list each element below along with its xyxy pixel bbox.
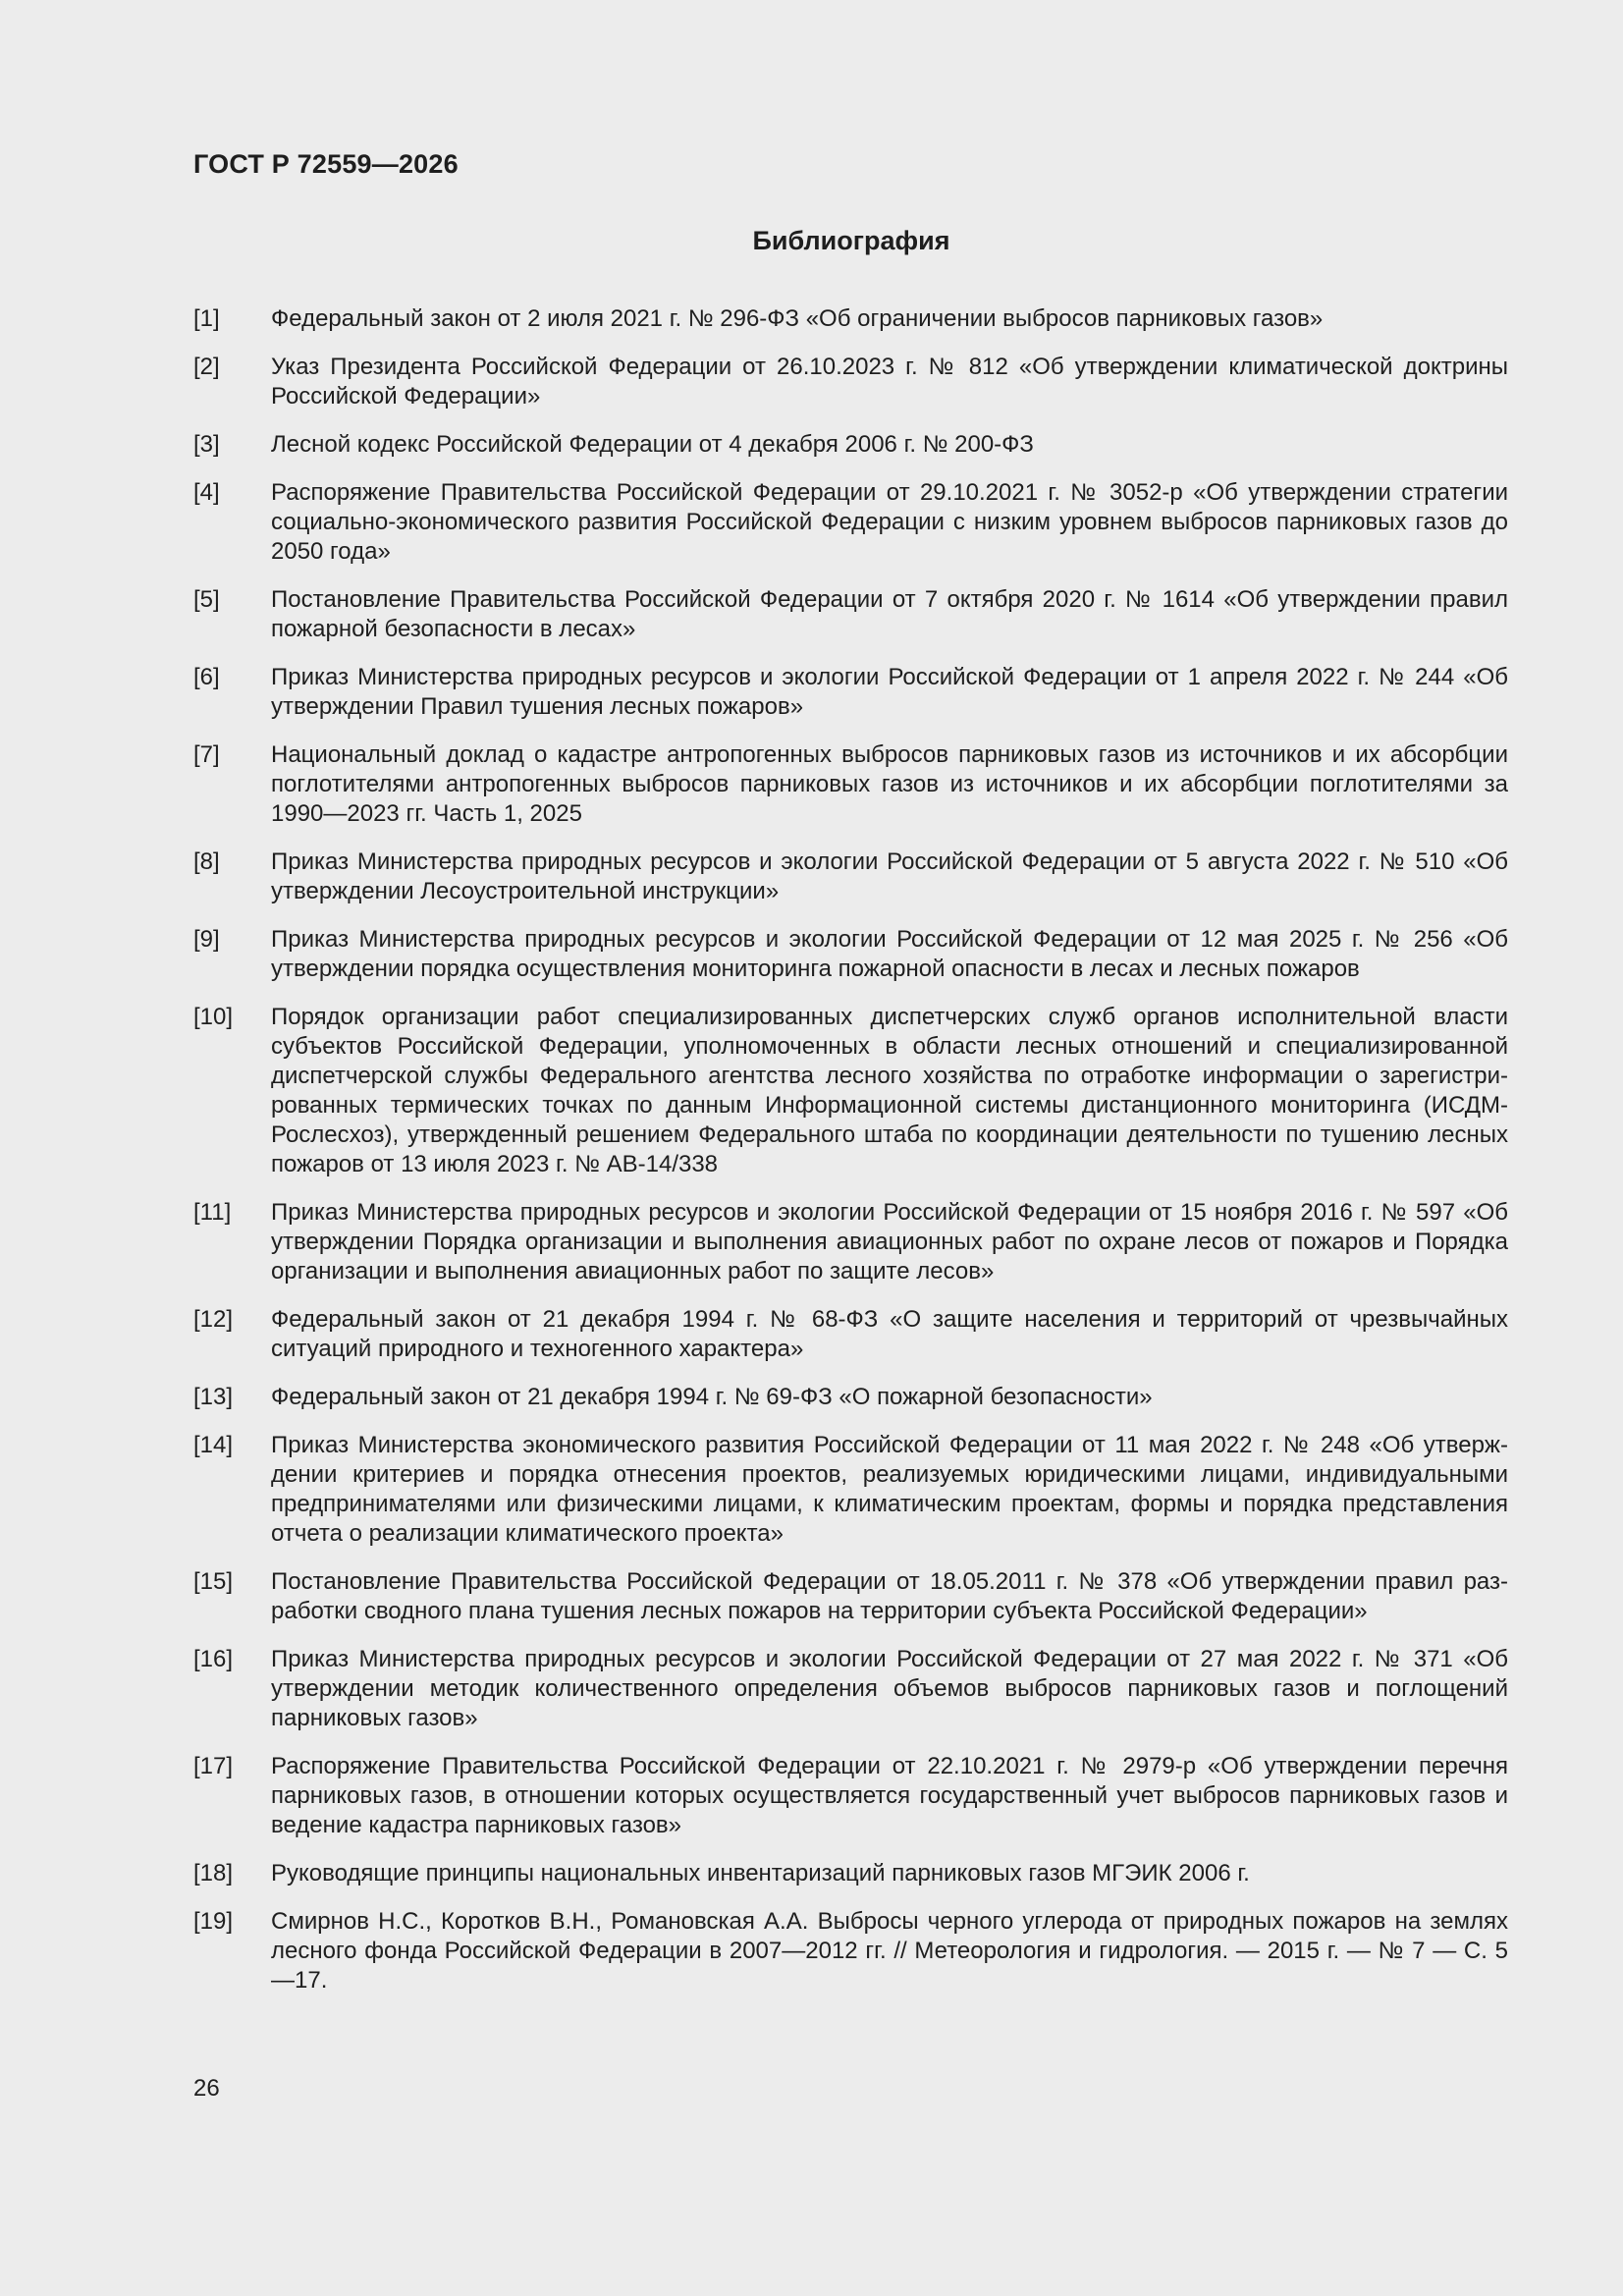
bibliography-entry-number: [10] [193, 1004, 234, 1030]
bibliography-entry [193, 1907, 1508, 1995]
bibliography-entry-number: [17] [193, 1753, 234, 1779]
bibliography-entry [193, 1431, 1508, 1549]
bibliography-entry [193, 1383, 1508, 1412]
bibliography-entry [193, 430, 1508, 460]
bibliography-entry [193, 663, 1508, 722]
bibliography-entry [193, 353, 1508, 411]
bibliography-entry-number: [15] [193, 1568, 234, 1595]
bibliography-entry-number: [9] [193, 926, 220, 953]
bibliography-entry-number: [12] [193, 1306, 234, 1333]
bibliography-entry-number: [1] [193, 305, 220, 332]
bibliography-entry [193, 1859, 1508, 1888]
bibliography-entry-number: [4] [193, 479, 220, 506]
bibliography-entry [193, 1645, 1508, 1733]
bibliography-entry [193, 847, 1508, 906]
bibliography-entry-text: Приказ Министерства природных ресурсов и экологии Российской Федерации от 27 мая 2022 г. № 371 «Об утверждении методик количественного определения объемов выбросов парниковых газов и поглощений парниковых газов» [271, 1646, 1508, 1731]
bibliography-entry [193, 925, 1508, 984]
bibliography-entry [193, 478, 1508, 567]
bibliography-entry-text: Смирнов Н.С., Коротков В.Н., Романовская А.А. Выбросы черного углерода от природных пожаров на землях лесного фонда Российской Федерации в 2007—2012 гг. // Метеорология и гидрология. — 2015 г. — № 7 — С. 5—17. [271, 1908, 1508, 1994]
bibliography-entry-text: Лесной кодекс Российской Федерации от 4 декабря 2006 г. № 200-ФЗ [271, 431, 1034, 458]
bibliography-entry [193, 1567, 1508, 1626]
bibliography-entry-number: [11] [193, 1199, 232, 1226]
bibliography-entry-text: Постановление Правительства Российской Федерации от 18.05.2011 г. № 378 «Об утверждении правил разработки сводного плана тушения лесных пожаров на территории субъекта Российской Федерации» [271, 1568, 1508, 1624]
bibliography-entry [193, 740, 1508, 829]
bibliography-entry [193, 304, 1508, 334]
bibliography-entry-text: Указ Президента Российской Федерации от 26.10.2023 г. № 812 «Об утверждении климатической доктрины Российской Федерации» [271, 354, 1508, 410]
bibliography-entry-number: [7] [193, 741, 220, 768]
bibliography-entry-number: [6] [193, 664, 220, 690]
bibliography-entry-text: Руководящие принципы национальных инвентаризаций парниковых газов МГЭИК 2006 г. [271, 1860, 1250, 1886]
bibliography-entry-text: Федеральный закон от 21 декабря 1994 г. № 68-ФЗ «О защите населения и территорий от чрезвычайных ситуаций природного и техногенного характера» [271, 1306, 1508, 1362]
bibliography-entry-text: Порядок организации работ специализированных диспетчерских служб органов исполнительной власти субъектов Российской Федерации, уполномоченных в области лесных отношений и специализированной диспетчерской службы Федерального агентства лесного хозяйства по отработке информации о зарегистрированных термических точках по данным Информационной системы дистанционного мониторинга (ИСДМ-Рослесхоз), утвержденный решением Федерального штаба по координации деятельности по тушению лесных пожаров от 13 июля 2023 г. № АВ-14/338 [271, 1004, 1508, 1177]
bibliography-entry-text: Федеральный закон от 2 июля 2021 г. № 296-ФЗ «Об ограничении выбросов парниковых газов» [271, 305, 1324, 332]
bibliography-entry-text: Распоряжение Правительства Российской Федерации от 29.10.2021 г. № 3052-р «Об утверждении стратегии социально-экономического развития Российской Федерации с низким уровнем выбросов парниковых газов до 2050 года» [271, 479, 1508, 565]
page-number: 26 [193, 2075, 220, 2102]
bibliography-entry-number: [2] [193, 354, 220, 380]
bibliography-entry-number: [8] [193, 848, 220, 875]
bibliography-entry-text: Национальный доклад о кадастре антропогенных выбросов парниковых газов из источников и их абсорбции поглотителями антропогенных выбросов парниковых газов из источников и их абсорбции поглотителями за 1990—2023 гг. Часть 1, 2025 [271, 741, 1508, 827]
section-title: Библиография [752, 226, 950, 255]
bibliography-list [193, 304, 1508, 2014]
bibliography-entry-number: [13] [193, 1384, 234, 1410]
bibliography-entry-number: [3] [193, 431, 220, 458]
bibliography-entry-number: [18] [193, 1860, 234, 1886]
bibliography-entry-text: Постановление Правительства Российской Федерации от 7 октября 2020 г. № 1614 «Об утверждении правил пожарной безопасности в лесах» [271, 586, 1508, 642]
bibliography-entry-text: Приказ Министерства природных ресурсов и экологии Российской Федерации от 12 мая 2025 г. № 256 «Об утверждении порядка осуществления мониторинга пожарной опасности в лесах и лесных пожаров [271, 926, 1508, 982]
bibliography-entry-text: Приказ Министерства природных ресурсов и экологии Российской Федерации от 1 апреля 2022 г. № 244 «Об утверждении Правил тушения лесных пожаров» [271, 664, 1508, 720]
bibliography-entry [193, 1003, 1508, 1179]
bibliography-entry-text: Приказ Министерства природных ресурсов и экологии Российской Федерации от 5 августа 2022 г. № 510 «Об утверждении Лесоустроительной инструкции» [271, 848, 1508, 904]
bibliography-entry-number: [16] [193, 1646, 234, 1672]
bibliography-entry-text: Приказ Министерства природных ресурсов и экологии Российской Федерации от 15 ноября 2016 г. № 597 «Об утверждении Порядка организации и выполнения авиационных работ по охране лесов от пожаров и Порядка организации и выполнения авиационных работ по защите лесов» [271, 1199, 1508, 1285]
bibliography-entry [193, 1198, 1508, 1286]
bibliography-entry [193, 585, 1508, 644]
bibliography-entry-number: [5] [193, 586, 220, 613]
bibliography-entry-number: [19] [193, 1908, 234, 1935]
bibliography-entry [193, 1752, 1508, 1840]
bibliography-entry-text: Приказ Министерства экономического развития Российской Федерации от 11 мая 2022 г. № 248 «Об утверждении критериев и порядка отнесения проектов, реализуемых юридическими лицами, индивидуальными предпринимателями или физическими лицами, к климатическим проектам, формы и порядка представления отчета о реализации климатического проекта» [271, 1432, 1508, 1547]
document-header-title: ГОСТ Р 72559—2026 [193, 149, 459, 179]
bibliography-entry-text: Распоряжение Правительства Российской Федерации от 22.10.2021 г. № 2979-р «Об утверждении перечня парниковых газов, в отношении которых осуществляется государственный учет выбросов парниковых газов и ведение кадастра парниковых газов» [271, 1753, 1508, 1838]
bibliography-entry [193, 1305, 1508, 1364]
bibliography-entry-number: [14] [193, 1432, 234, 1458]
bibliography-entry-text: Федеральный закон от 21 декабря 1994 г. № 69-ФЗ «О пожарной безопасности» [271, 1384, 1153, 1410]
